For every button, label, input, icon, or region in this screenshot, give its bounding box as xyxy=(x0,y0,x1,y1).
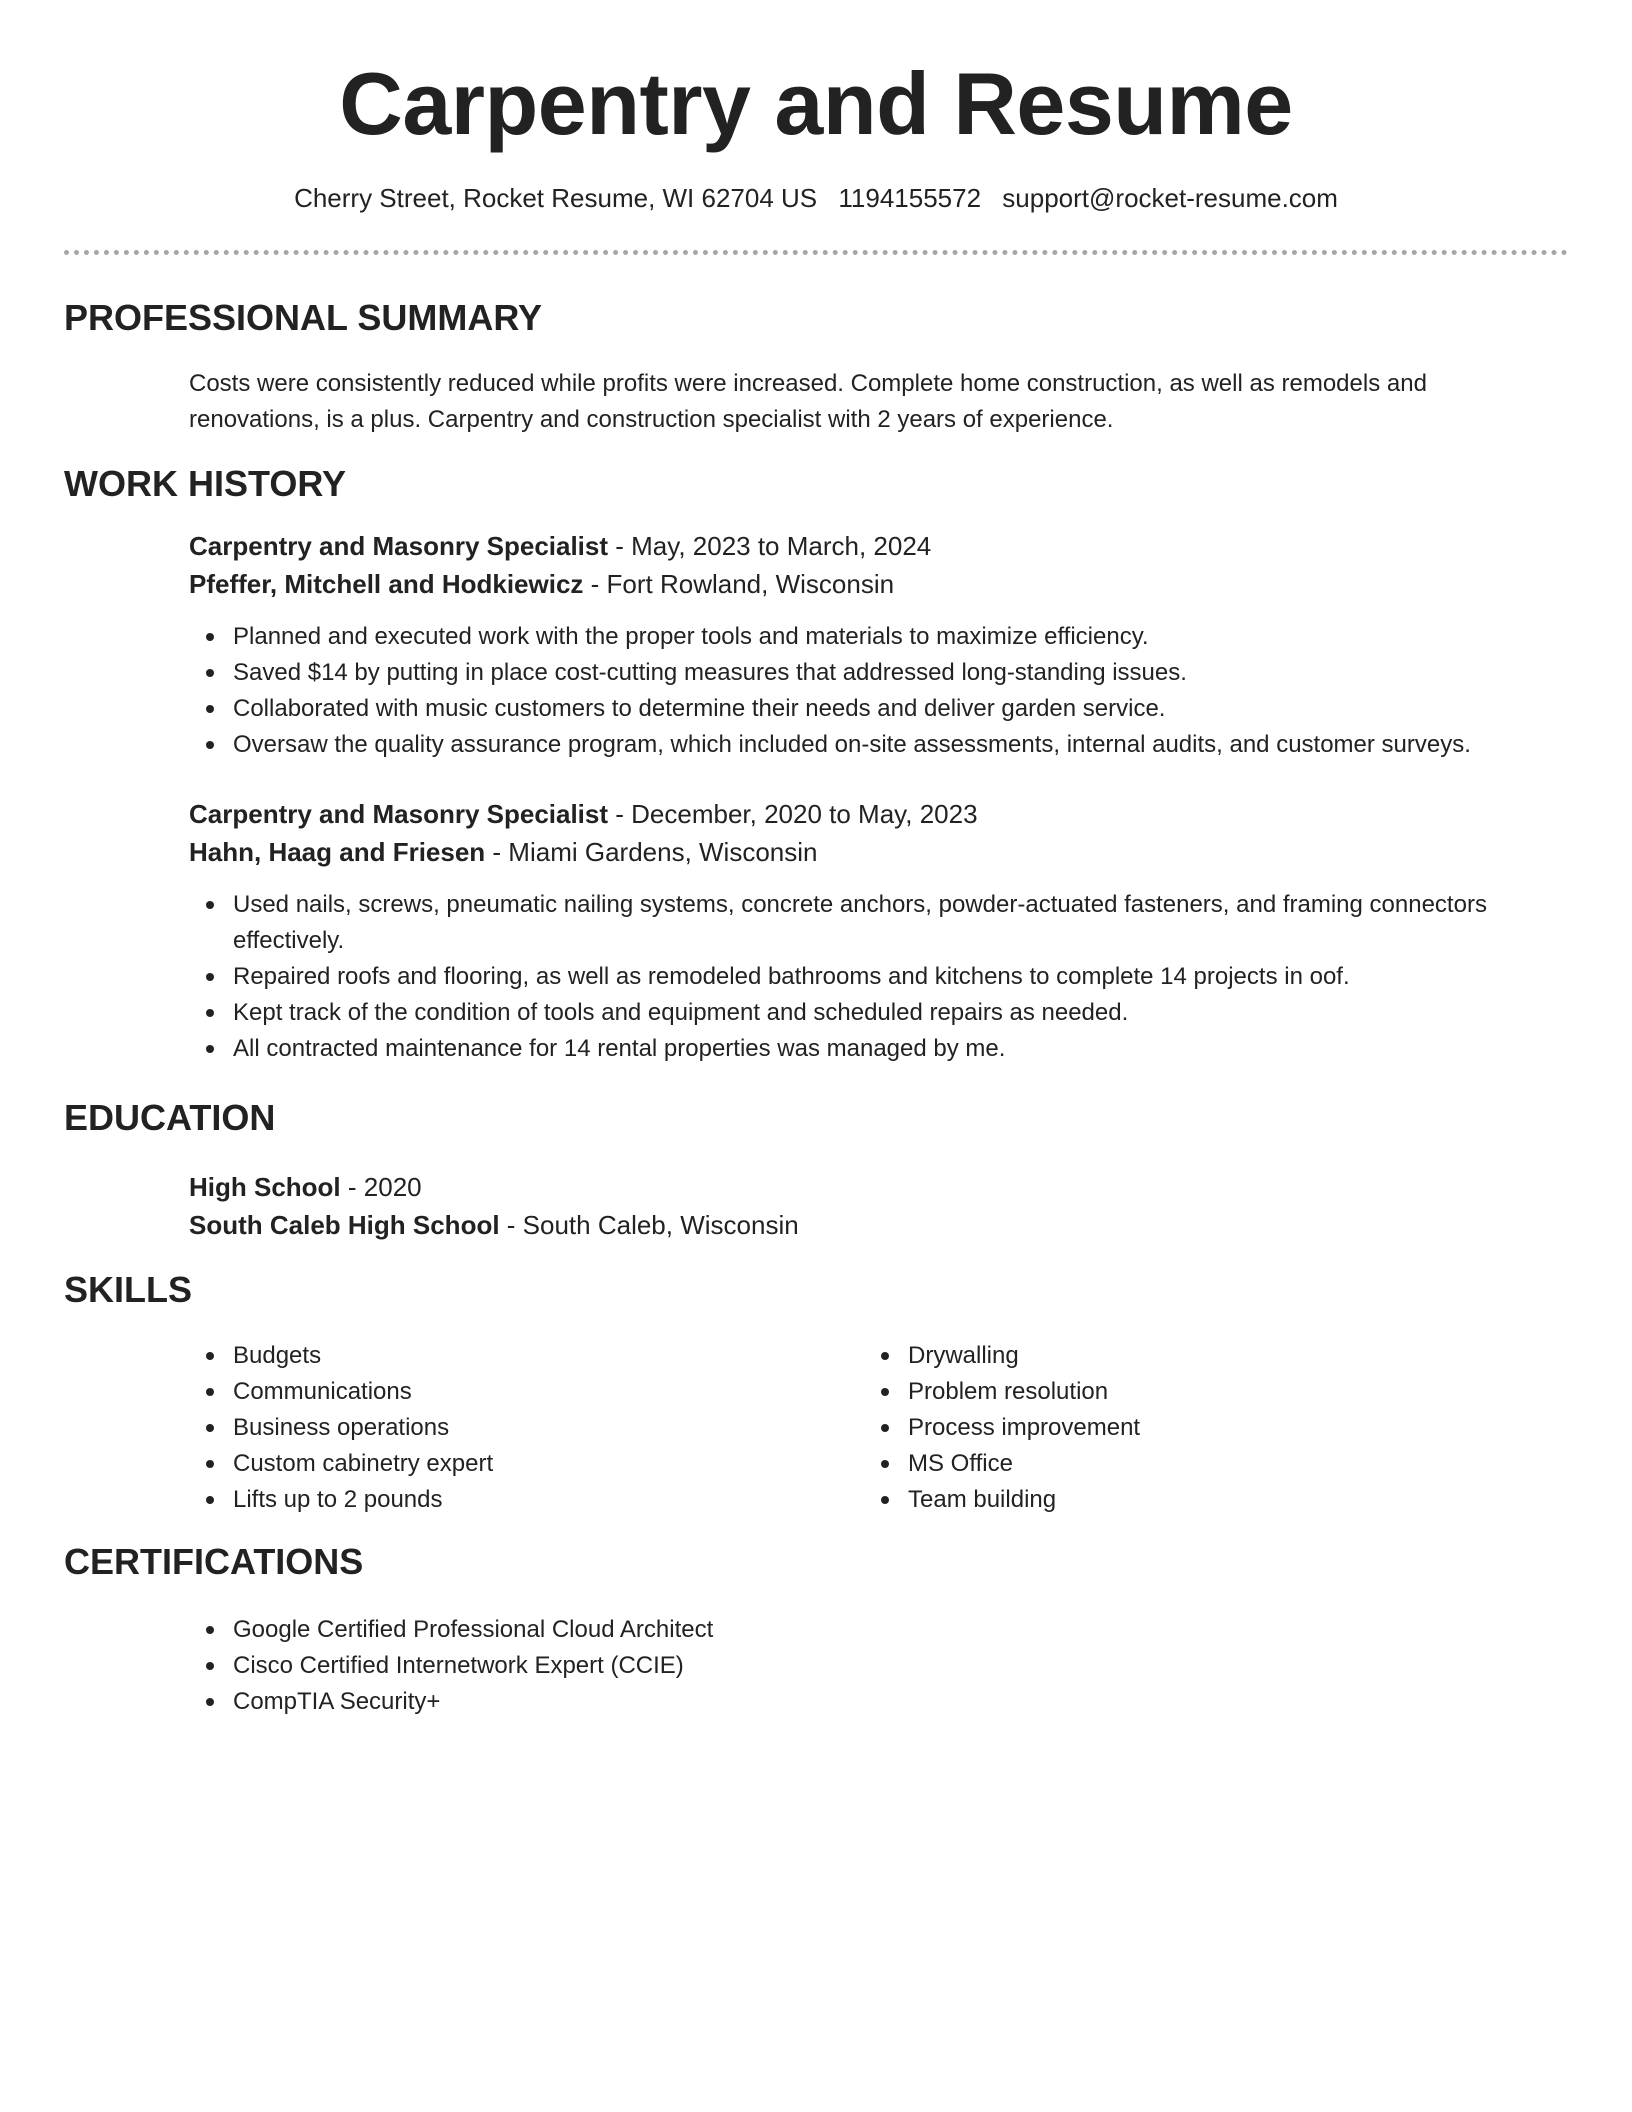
skill-item: Process improvement xyxy=(864,1410,1504,1446)
job-duty: All contracted maintenance for 14 rental properties was managed by me. xyxy=(189,1031,1549,1067)
job-duty: Used nails, screws, pneumatic nailing systems, concrete anchors, powder-actuated fasteners, and framing connectors effectively. xyxy=(189,887,1549,959)
skill-item: Drywalling xyxy=(864,1338,1504,1374)
job-role: Carpentry and Masonry Specialist xyxy=(189,531,609,561)
job-duties-list xyxy=(189,619,1549,763)
education-degree: High School xyxy=(189,1172,341,1202)
certification-item: Google Certified Professional Cloud Architect xyxy=(189,1612,1389,1648)
skill-item: Custom cabinetry expert xyxy=(189,1446,829,1482)
job-company: Pfeffer, Mitchell and Hodkiewicz xyxy=(189,569,584,599)
education-school: South Caleb High School xyxy=(189,1210,500,1240)
summary-heading: PROFESSIONAL SUMMARY xyxy=(64,297,543,338)
job-company: Hahn, Haag and Friesen xyxy=(189,837,486,867)
certifications-list xyxy=(189,1612,1389,1720)
work-history-heading: WORK HISTORY xyxy=(64,463,347,504)
education-year: - 2020 xyxy=(340,1172,422,1202)
job-company-line xyxy=(189,833,1549,871)
job-duty: Collaborated with music customers to determine their needs and deliver garden service. xyxy=(189,691,1549,727)
candidate-name: Carpentry and Resume xyxy=(339,54,1293,153)
certifications-heading: CERTIFICATIONS xyxy=(64,1541,364,1582)
education-location: - South Caleb, Wisconsin xyxy=(499,1210,799,1240)
skills-column-left xyxy=(189,1338,829,1518)
job-company-line xyxy=(189,565,1549,603)
job-location: - Miami Gardens, Wisconsin xyxy=(485,837,818,867)
education-school-line xyxy=(189,1206,1389,1244)
contact-line xyxy=(0,180,1632,216)
contact-phone: 1194155572 xyxy=(838,183,982,213)
skill-item: Problem resolution xyxy=(864,1374,1504,1410)
certifications-block xyxy=(189,1612,1389,1720)
job-title-line xyxy=(189,527,1549,565)
contact-address: Cherry Street, Rocket Resume, WI 62704 US xyxy=(294,183,818,213)
skill-item: Budgets xyxy=(189,1338,829,1374)
certification-item: Cisco Certified Internetwork Expert (CCIE) xyxy=(189,1648,1389,1684)
skills-heading: SKILLS xyxy=(64,1269,193,1310)
skill-item: Business operations xyxy=(189,1410,829,1446)
job-dates: - May, 2023 to March, 2024 xyxy=(608,531,932,561)
skill-item: Lifts up to 2 pounds xyxy=(189,1482,829,1518)
education-heading: EDUCATION xyxy=(64,1097,276,1138)
job-duty: Kept track of the condition of tools and equipment and scheduled repairs as needed. xyxy=(189,995,1549,1031)
skill-item: Team building xyxy=(864,1482,1504,1518)
contact-email: support@rocket-resume.com xyxy=(1002,183,1338,213)
skills-column-right xyxy=(864,1338,1504,1518)
job-duty: Planned and executed work with the proper tools and materials to maximize efficiency. xyxy=(189,619,1549,655)
summary-text: Costs were consistently reduced while profits were increased. Complete home construction, as well as remodels and renovations, is a plus. Carpentry and construction specialist with 2 years of experience. xyxy=(189,370,1427,433)
job-dates: - December, 2020 to May, 2023 xyxy=(608,799,978,829)
skill-item: Communications xyxy=(189,1374,829,1410)
education-degree-line xyxy=(189,1168,1389,1206)
skills-list xyxy=(189,1338,829,1518)
job-entry xyxy=(189,795,1549,1067)
job-duties-list xyxy=(189,887,1549,1067)
skill-item: MS Office xyxy=(864,1446,1504,1482)
certification-item: CompTIA Security+ xyxy=(189,1684,1389,1720)
job-location: - Fort Rowland, Wisconsin xyxy=(583,569,895,599)
job-title-line xyxy=(189,795,1549,833)
job-duty: Oversaw the quality assurance program, which included on-site assessments, internal audits, and customer surveys. xyxy=(189,727,1549,763)
job-duty: Repaired roofs and flooring, as well as remodeled bathrooms and kitchens to complete 14 projects in oof. xyxy=(189,959,1549,995)
job-role: Carpentry and Masonry Specialist xyxy=(189,799,609,829)
skills-list xyxy=(864,1338,1504,1518)
header-divider xyxy=(64,250,1568,255)
education-entry xyxy=(189,1168,1389,1244)
job-duty: Saved $14 by putting in place cost-cutting measures that addressed long-standing issues. xyxy=(189,655,1549,691)
job-entry xyxy=(189,527,1549,763)
